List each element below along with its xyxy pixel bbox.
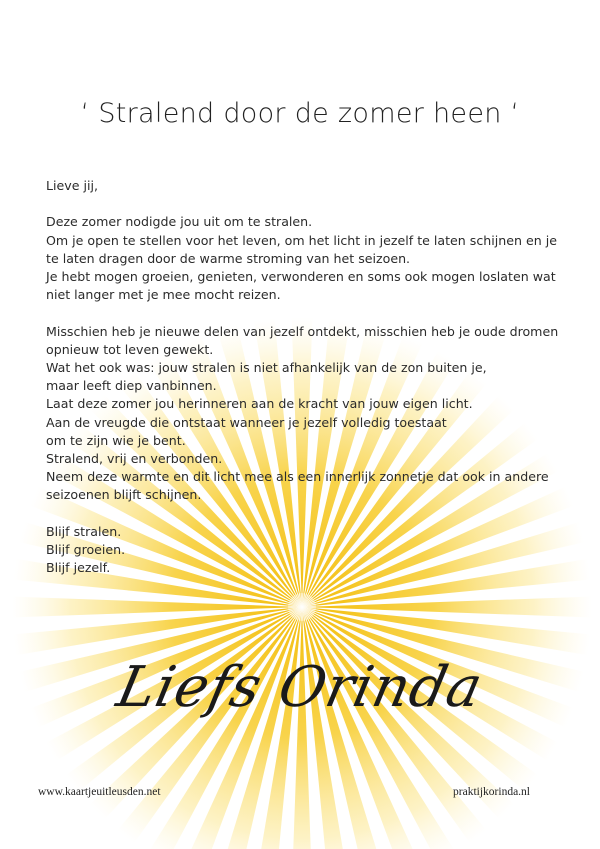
paragraph-2-line: om te zijn wie je bent. [46,432,186,448]
paragraph-2-line: opnieuw tot leven gewekt. [46,341,214,357]
paragraph-2-line: Wat het ook was: jouw stralen is niet afhankelijk van de zon buiten je, [46,360,487,375]
paragraph-2-line: Neem deze warmte en dit licht mee als een innerlijk zonnetje dat ook in andere [46,469,549,485]
sunburst-ray [302,607,352,849]
paragraph-1-line: Deze zomer nodigde jou uit om te stralen. [46,214,313,230]
paragraph-2-line: Stralend, vrij en verbonden. [46,451,223,467]
paragraph-1-line: Je hebt mogen groeien, genieten, verwonderen en soms ook mogen loslaten wat [46,269,556,284]
paragraph-1-line: Om je open te stellen voor het leven, om het licht in jezelf te laten schijnen en je [46,232,557,248]
footer-website-right: praktijkorinda.nl [453,786,530,798]
sunburst-ray [291,607,313,849]
paragraph-2-line: maar leeft diep vanbinnen. [46,378,217,394]
sunburst-ray [302,596,600,618]
paragraph-2-line: seizoenen blijft schijnen. [46,487,202,503]
letter-body [46,177,566,577]
sunburst-ray [252,607,302,849]
footer-website-left: www.kaartjeuitleusden.net [38,786,161,798]
salutation: Lieve jij, [46,178,98,193]
paragraph-2-line: Aan de vreugde die ontstaat wanneer je jezelf volledig toestaat [46,414,447,430]
page-title: ‘ Stralend door de zomer heen ‘ [80,98,520,129]
paragraph-1-line: te laten dragen door de warme stroming van het seizoen. [46,250,411,266]
closing-line: Blijf groeien. [46,542,126,558]
paragraph-2-line: Laat deze zomer jou herinneren aan de kracht van jouw eigen licht. [46,396,473,412]
closing-line: Blijf jezelf. [46,560,111,576]
paragraph-2-line: Misschien heb je nieuwe delen van jezelf ontdekt, misschien heb je oude dromen [46,323,559,339]
paragraph-1-line: niet langer met je mee mocht reizen. [46,287,281,303]
sunburst-core [288,593,316,621]
closing-line: Blijf stralen. [46,523,122,539]
signature: Liefs Orinda [111,655,489,720]
